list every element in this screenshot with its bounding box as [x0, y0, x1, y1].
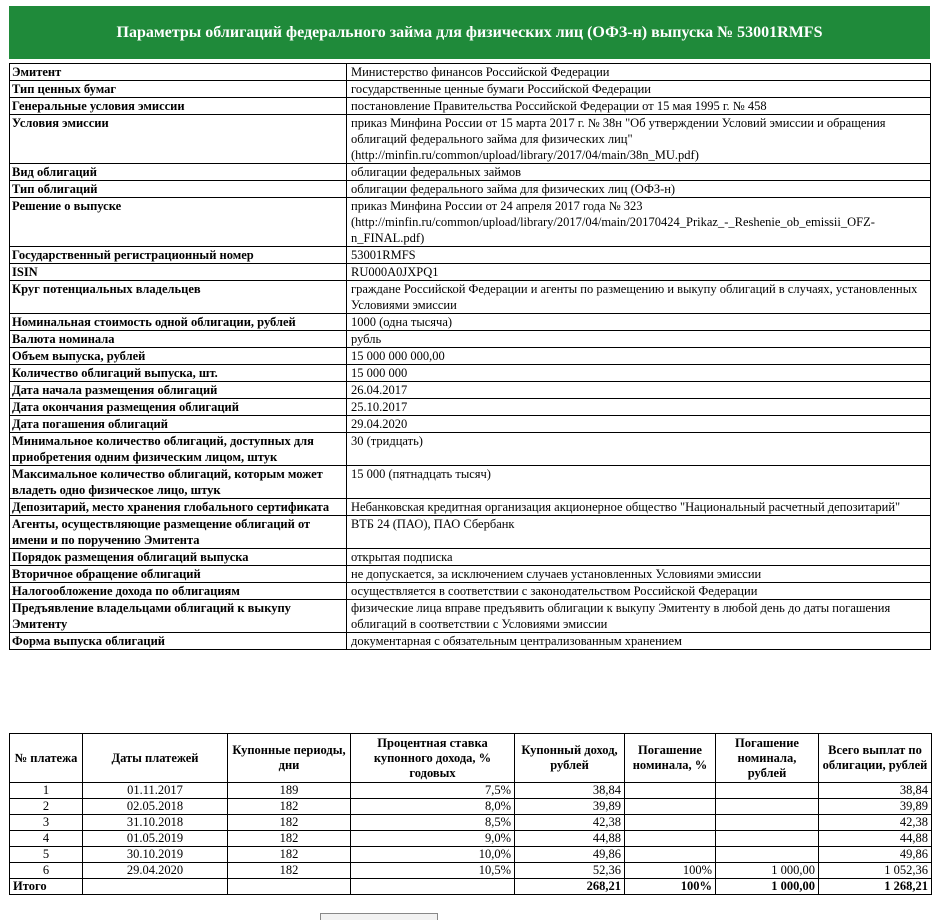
param-row — [10, 281, 931, 314]
param-row — [10, 181, 931, 198]
param-label: Эмитент — [10, 64, 347, 81]
param-value: граждане Российской Федерации и агенты по размещению и выкупу облигаций в случаях, установленных Условиями эмиссии — [347, 281, 931, 314]
param-value: 29.04.2020 — [347, 416, 931, 433]
payment-cell: 100% — [625, 879, 716, 895]
param-row — [10, 566, 931, 583]
payment-column-header: Процентная ставка купонного дохода, % годовых — [351, 734, 515, 783]
payment-cell — [625, 831, 716, 847]
param-label: Вторичное обращение облигаций — [10, 566, 347, 583]
payment-cell: 30.10.2019 — [83, 847, 228, 863]
payment-row — [10, 831, 932, 847]
payment-cell: 44,88 — [515, 831, 625, 847]
payment-cell: 42,38 — [819, 815, 932, 831]
payment-cell — [716, 815, 819, 831]
param-label: Дата начала размещения облигаций — [10, 382, 347, 399]
param-row — [10, 247, 931, 264]
payment-cell: 10,5% — [351, 863, 515, 879]
payment-cell: 42,38 — [515, 815, 625, 831]
param-row — [10, 365, 931, 382]
param-label: Минимальное количество облигаций, доступных для приобретения одним физическим лицом, штук — [10, 433, 347, 466]
param-label: Дата погашения облигаций — [10, 416, 347, 433]
payment-cell — [625, 799, 716, 815]
param-label: Налогообложение дохода по облигациям — [10, 583, 347, 600]
param-label: Предъявление владельцами облигаций к выкупу Эмитенту — [10, 600, 347, 633]
payment-column-header: Даты платежей — [83, 734, 228, 783]
param-value: физические лица вправе предъявить облигации к выкупу Эмитенту в любой день до даты погашения облигаций в соответствии с Условиями эмиссии — [347, 600, 931, 633]
param-row — [10, 466, 931, 499]
payment-cell: 182 — [228, 815, 351, 831]
param-value: приказ Минфина России от 24 апреля 2017 года № 323 (http://minfin.ru/common/upload/library/2017/04/main/20170424_Prikaz_-_Reshenie_ob_emissii_OFZ-n_FINAL.pdf) — [347, 198, 931, 247]
param-value: Министерство финансов Российской Федерации — [347, 64, 931, 81]
param-value: открытая подписка — [347, 549, 931, 566]
param-label: Валюта номинала — [10, 331, 347, 348]
payment-cell: 52,36 — [515, 863, 625, 879]
payment-cell: 39,89 — [515, 799, 625, 815]
payment-cell — [716, 831, 819, 847]
payment-column-header: Всего выплат по облигации, рублей — [819, 734, 932, 783]
param-value: облигации федеральных займов — [347, 164, 931, 181]
param-label: Депозитарий, место хранения глобального сертификата — [10, 499, 347, 516]
payment-cell: 38,84 — [515, 783, 625, 799]
param-label: Условия эмиссии — [10, 115, 347, 164]
payment-cell — [716, 783, 819, 799]
param-value: не допускается, за исключением случаев установленных Условиями эмиссии — [347, 566, 931, 583]
param-value: рубль — [347, 331, 931, 348]
param-label: Дата окончания размещения облигаций — [10, 399, 347, 416]
param-row — [10, 399, 931, 416]
payment-cell: 1 052,36 — [819, 863, 932, 879]
param-row — [10, 64, 931, 81]
payment-cell: 182 — [228, 847, 351, 863]
param-row — [10, 115, 931, 164]
payment-cell: 10,0% — [351, 847, 515, 863]
param-label: Порядок размещения облигаций выпуска — [10, 549, 347, 566]
param-label: Генеральные условия эмиссии — [10, 98, 347, 115]
payment-column-header: Погашение номинала, % — [625, 734, 716, 783]
param-row — [10, 583, 931, 600]
param-label: Государственный регистрационный номер — [10, 247, 347, 264]
param-row — [10, 416, 931, 433]
payment-column-header: Купонные периоды, дни — [228, 734, 351, 783]
param-row — [10, 600, 931, 633]
param-row — [10, 348, 931, 365]
param-value: 53001RMFS — [347, 247, 931, 264]
payment-cell: 7,5% — [351, 783, 515, 799]
param-label: Агенты, осуществляющие размещение облигаций от имени и по поручению Эмитента — [10, 516, 347, 549]
param-row — [10, 433, 931, 466]
payment-header-row — [10, 734, 932, 783]
payment-cell: 01.05.2019 — [83, 831, 228, 847]
payment-cell: 182 — [228, 799, 351, 815]
payment-cell: 39,89 — [819, 799, 932, 815]
payment-cell: 3 — [10, 815, 83, 831]
param-row — [10, 516, 931, 549]
payment-row — [10, 815, 932, 831]
param-row — [10, 164, 931, 181]
param-value: 15 000 000 — [347, 365, 931, 382]
payment-cell: 182 — [228, 863, 351, 879]
payment-cell: 29.04.2020 — [83, 863, 228, 879]
payment-cell: 4 — [10, 831, 83, 847]
payment-cell: 1 268,21 — [819, 879, 932, 895]
payment-cell: 44,88 — [819, 831, 932, 847]
payment-cell: 268,21 — [515, 879, 625, 895]
payment-row — [10, 863, 932, 879]
payment-cell — [625, 783, 716, 799]
bond-parameters-table — [9, 63, 931, 650]
param-value: 1000 (одна тысяча) — [347, 314, 931, 331]
param-label: ISIN — [10, 264, 347, 281]
param-row — [10, 98, 931, 115]
payment-cell: 2 — [10, 799, 83, 815]
payment-cell: 8,0% — [351, 799, 515, 815]
param-label: Объем выпуска, рублей — [10, 348, 347, 365]
param-value: документарная с обязательным централизованным хранением — [347, 633, 931, 650]
payment-cell: 1 — [10, 783, 83, 799]
param-value: 25.10.2017 — [347, 399, 931, 416]
page-title: Параметры облигаций федерального займа для физических лиц (ОФЗ-н) выпуска № 53001RMFS — [9, 6, 930, 59]
payment-cell: 5 — [10, 847, 83, 863]
param-label: Круг потенциальных владельцев — [10, 281, 347, 314]
payment-cell: 49,86 — [819, 847, 932, 863]
param-row — [10, 633, 931, 650]
payment-cell: 8,5% — [351, 815, 515, 831]
payment-column-header: Погашение номинала, рублей — [716, 734, 819, 783]
payment-row — [10, 783, 932, 799]
payment-cell — [625, 815, 716, 831]
param-value: Небанковская кредитная организация акционерное общество "Национальный расчетный депозитарий" — [347, 499, 931, 516]
param-value: государственные ценные бумаги Российской Федерации — [347, 81, 931, 98]
param-label: Форма выпуска облигаций — [10, 633, 347, 650]
payment-column-header: Купонный доход, рублей — [515, 734, 625, 783]
param-row — [10, 382, 931, 399]
param-value: приказ Минфина России от 15 марта 2017 г. № 38н "Об утверждении Условий эмиссии и обращения облигаций федерального займа для физических лиц" (http://minfin.ru/common/upload/library/2017/04/main/38n_MU.pdf) — [347, 115, 931, 164]
payment-row — [10, 847, 932, 863]
param-value: RU000A0JXPQ1 — [347, 264, 931, 281]
payment-column-header: № платежа — [10, 734, 83, 783]
payment-cell — [228, 879, 351, 895]
param-label: Номинальная стоимость одной облигации, рублей — [10, 314, 347, 331]
param-row — [10, 314, 931, 331]
param-label: Тип ценных бумаг — [10, 81, 347, 98]
param-value: осуществляется в соответствии с законодательством Российской Федерации — [347, 583, 931, 600]
param-row — [10, 331, 931, 348]
param-value: 15 000 000 000,00 — [347, 348, 931, 365]
payment-cell: 182 — [228, 831, 351, 847]
payment-cell: 38,84 — [819, 783, 932, 799]
payment-schedule-table — [9, 733, 932, 895]
payment-cell: 100% — [625, 863, 716, 879]
payment-cell: 1 000,00 — [716, 879, 819, 895]
payment-cell: 01.11.2017 — [83, 783, 228, 799]
payment-cell — [83, 879, 228, 895]
param-label: Решение о выпуске — [10, 198, 347, 247]
payment-cell: Итого — [10, 879, 83, 895]
payment-cell: 02.05.2018 — [83, 799, 228, 815]
payment-cell — [351, 879, 515, 895]
param-label: Максимальное количество облигаций, которым может владеть одно физическое лицо, штук — [10, 466, 347, 499]
param-value: 15 000 (пятнадцать тысяч) — [347, 466, 931, 499]
payment-cell: 9,0% — [351, 831, 515, 847]
payment-cell: 6 — [10, 863, 83, 879]
param-value: ВТБ 24 (ПАО), ПАО Сбербанк — [347, 516, 931, 549]
param-row — [10, 198, 931, 247]
payment-cell: 49,86 — [515, 847, 625, 863]
param-label: Количество облигаций выпуска, шт. — [10, 365, 347, 382]
param-label: Вид облигаций — [10, 164, 347, 181]
param-value: постановление Правительства Российской Федерации от 15 мая 1995 г. № 458 — [347, 98, 931, 115]
payment-total-row — [10, 879, 932, 895]
payment-cell: 189 — [228, 783, 351, 799]
payment-cell — [625, 847, 716, 863]
param-row — [10, 549, 931, 566]
param-row — [10, 81, 931, 98]
param-label: Тип облигаций — [10, 181, 347, 198]
payment-cell: 31.10.2018 — [83, 815, 228, 831]
param-value: 26.04.2017 — [347, 382, 931, 399]
param-row — [10, 499, 931, 516]
payment-row — [10, 799, 932, 815]
payment-cell — [716, 847, 819, 863]
param-row — [10, 264, 931, 281]
payment-cell: 1 000,00 — [716, 863, 819, 879]
payment-cell — [716, 799, 819, 815]
param-value: облигации федерального займа для физических лиц (ОФЗ-н) — [347, 181, 931, 198]
param-value: 30 (тридцать) — [347, 433, 931, 466]
